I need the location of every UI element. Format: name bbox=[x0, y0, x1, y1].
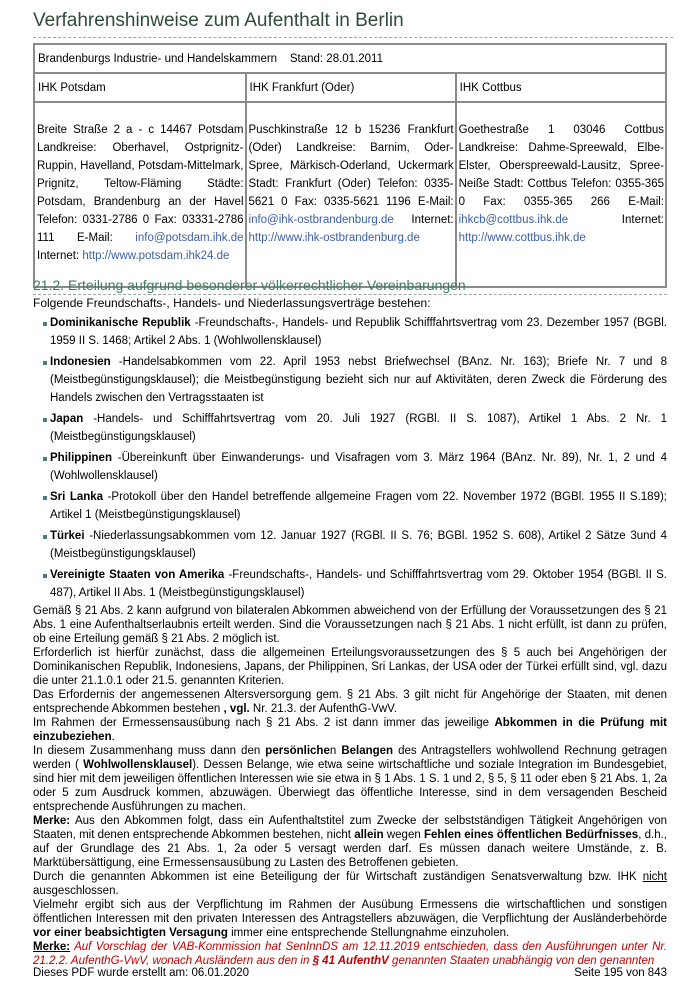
treaty-list bbox=[44, 314, 667, 605]
text-run: Vielmehr ergibt sich aus der Verpflichtung im Rahmen der Ausübung Ermessens die wirtschaftlichen und sonstigen öffentlichen Interessen mit den privaten Interessen des Antragstellers abzuwägen, die Verpflichtung der Ausländerbehörde bbox=[33, 899, 667, 925]
list-item bbox=[44, 353, 667, 407]
email-link[interactable]: info@potsdam.ihk.de bbox=[135, 232, 244, 244]
text-run: Durch die genannten Abkommen ist eine Beteiligung der für Wirtschaft zuständigen Senatsverwaltung bzw. IHK bbox=[33, 871, 643, 883]
text-run-bold: Fehlen eines öffentlichen Bedürfnisses bbox=[423, 829, 639, 841]
paragraph: Gemäß § 21 Abs. 2 kann aufgrund von bilateralen Abkommen abweichend von der Erfüllung der Voraussetzungen des § 21 Abs. 1 eine Aufenthaltserlaubnis erteilt werden. Sind die Voraussetzungen nach § 21 Abs. 1 nicht erfüllt, ist dann zu prüfen, ob eine Erteilung gemäß § 21 Abs. 2 möglich ist. bbox=[33, 605, 667, 645]
text-run-underlined: nicht bbox=[642, 871, 667, 883]
paragraph bbox=[33, 898, 667, 940]
treaty-text: -Handelsabkommen vom 22. April 1953 nebst Briefwechsel (BAnz. Nr. 163); Briefe Nr. 7 und 8 (Meistbegünstigungsklausel); die Meistbegünstigung bezieht sich nur auf Aktivitäten, deren Zweck die Förderung des Handels zwischen den Vertragsstaaten ist bbox=[50, 356, 667, 404]
table-caption: Brandenburgs Industrie- und Handelskammern Stand: 28.01.2011 bbox=[34, 44, 666, 73]
text-run: ). Dessen Belange, wie etwa seine wirtschaftliche und soziale Integration im Bundesgebiet, sind hier mit dem jeweiligen öffentlichen Interessen wie sie etwa in § 1 Abs. 1 S. 1 und 2, § 5, § 11 oder eben § 21 Abs. 1, 2a oder 5 zum Ausdruck kommen, abzuwägen. Überwiegt das öffentliche Interesse, sind in dem versagenden Bescheid entsprechende Ausführungen zu machen. bbox=[33, 759, 667, 813]
list-item bbox=[44, 314, 667, 350]
paragraph: Erforderlich ist hierfür zunächst, dass die allgemeinen Erteilungsvoraussetzungen des § 5 auch bei Angehörigen der Dominikanischen Republik, Indonesiens, Japans, der Philippinen, Sri Lankas, der USA oder der Türkei erfüllt sind, vgl. dazu die unter 21.1.0.1 oder 21.5. genannten Kriterien. bbox=[33, 647, 667, 687]
internet-label: Internet: bbox=[568, 214, 664, 226]
email-link[interactable]: info@ihk-ostbrandenburg.de bbox=[248, 214, 394, 226]
list-item bbox=[44, 449, 667, 485]
text-run-bold: persönliche bbox=[265, 745, 330, 757]
country-name: Vereinigte Staaten von Amerika bbox=[50, 569, 225, 581]
text-run: Das Erfordernis der angemessenen Altersversorgung gem. § 21 Abs. 3 gilt nicht für Angehörige der Staaten, mit denen entsprechende Abkommen bestehen bbox=[33, 689, 667, 715]
treaty-text: -Übereinkunft über Einwanderungs- und Visafragen vom 3. März 1964 (BAnz. Nr. 89), Nr. 1, 2 und 4 (Wohlwollensklausel) bbox=[50, 452, 667, 482]
treaty-text: -Niederlassungsabkommen vom 12. Januar 1927 (RGBl. II S. 76; BGBl. 1952 S. 608), Artikel 2 Sätze 3und 4 (Meistbegünstigungsklausel) bbox=[50, 530, 667, 560]
text-run-bold: vor einer beabsichtigten Versagung bbox=[33, 927, 228, 939]
body-text bbox=[33, 604, 667, 968]
text-run: Aus den Abkommen folgt, dass ein Aufenthaltstitel zum Zwecke der selbstständigen Tätigkeit Angehörigen von Staaten, mit denen entsprechende Abkommen bestehen, nicht bbox=[33, 815, 667, 841]
section-title: 21.2. Erteilung aufgrund besonderer völkerrechtlicher Vereinbarungen bbox=[33, 277, 667, 295]
internet-label: Internet: bbox=[37, 250, 83, 262]
text-run: wegen bbox=[383, 829, 424, 841]
list-item bbox=[44, 488, 667, 524]
column-header-potsdam: IHK Potsdam bbox=[34, 73, 246, 102]
country-name: Japan bbox=[50, 413, 84, 425]
address-text: Breite Straße 2 a - c 14467 Potsdam Landkreise: Oberhavel, Ostprignitz-Ruppin, Havelland, Potsdam-Mittelmark, Prignitz, Teltow-Fläming Städte: Potsdam, Brandenburg an der Havel Telefon: 0331-2786 0 Fax: 03331-2786 111 E-Mail: bbox=[37, 124, 244, 244]
website-link[interactable]: http://www.ihk-ostbrandenburg.de bbox=[248, 232, 420, 244]
website-link[interactable]: http://www.cottbus.ihk.de bbox=[458, 232, 586, 244]
text-run: ausgeschlossen. bbox=[33, 885, 119, 897]
text-run: Nr. 21.3. der AufenthG-VwV. bbox=[249, 703, 397, 715]
cell-frankfurt bbox=[246, 102, 456, 287]
ihk-table bbox=[33, 43, 667, 288]
paragraph bbox=[33, 870, 667, 898]
treaty-text: -Freundschafts-, Handels- und Schifffahrtsvertrag vom 29. Oktober 1954 (BGBl. II S. 487), Artikel II Abs. 1 (Meistbegünstigungsklausel) bbox=[50, 569, 667, 599]
country-name: Türkei bbox=[50, 530, 85, 542]
text-run: . bbox=[111, 731, 115, 743]
cell-cottbus bbox=[456, 102, 666, 287]
treaty-text: -Handels- und Schifffahrtsvertrag vom 20. Juli 1927 (RGBl. II S. 1087), Artikel 1 Abs. 2 Nr. 1 (Meistbegünstigungsklausel) bbox=[50, 413, 667, 443]
text-run-bold: Belangen bbox=[341, 745, 394, 757]
text-run-bold: Merke: bbox=[33, 815, 71, 827]
paragraph bbox=[33, 940, 667, 968]
footer-page-number: Seite 195 von 843 bbox=[574, 967, 667, 979]
text-run-bold: Wohlwollensklausel bbox=[83, 759, 193, 771]
list-item bbox=[44, 566, 667, 602]
text-run-bold: Abkommen in die Prüfung mit einzubeziehen bbox=[33, 717, 668, 743]
paragraph bbox=[33, 716, 667, 744]
footer-created: Dieses PDF wurde erstellt am: 06.01.2020 bbox=[33, 967, 250, 979]
country-name: Philippinen bbox=[50, 452, 112, 464]
text-run: In diesem Zusammenhang muss dann den bbox=[33, 745, 266, 757]
text-run: Im Rahmen der Ermessensausübung nach § 21 Abs. 2 ist dann immer das jeweilige bbox=[33, 717, 495, 729]
text-run-red: Auf Vorschlag der VAB-Kommission hat SenInnDS am 12.11.2019 entschieden, dass den Ausführungen unter Nr. 21.2.2. AufenthG-VwV, wonach Ausländern aus den in bbox=[33, 941, 667, 967]
country-name: Sri Lanka bbox=[50, 491, 104, 503]
list-item bbox=[44, 410, 667, 446]
treaty-text: -Freundschafts-, Handels- und Republik Schifffahrtsvertrag vom 23. Dezember 1957 (BGBl. 1959 II S. 1468; Artikel 2 Abs. 1 (Wohlwollensklausel) bbox=[50, 317, 667, 347]
text-run-bold: , vgl. bbox=[223, 703, 250, 715]
paragraph bbox=[33, 688, 667, 716]
treaty-text: -Protokoll über den Handel betreffende allgemeine Fragen vom 22. November 1972 (BGBl. 1955 II S.189); Artikel 1 (Meistbegünstigungsklausel) bbox=[50, 491, 667, 521]
text-run-bold-underlined: Merke: bbox=[33, 941, 71, 953]
paragraph bbox=[33, 814, 667, 870]
column-header-frankfurt: IHK Frankfurt (Oder) bbox=[246, 73, 456, 102]
cell-potsdam bbox=[34, 102, 246, 287]
text-run: immer eine entsprechende Stellungnahme einzuholen. bbox=[227, 927, 510, 939]
website-link[interactable]: http://www.potsdam.ihk24.de bbox=[82, 250, 230, 262]
paragraph bbox=[33, 744, 667, 814]
text-run-red: genannten Staaten unabhängig von den genannten bbox=[388, 955, 655, 967]
country-name: Indonesien bbox=[50, 356, 111, 368]
text-run: n bbox=[329, 745, 342, 757]
list-item bbox=[44, 527, 667, 563]
country-name: Dominikanische Republik bbox=[50, 317, 191, 329]
text-run: , d.h., auf der Grundlage des 21 Abs. 1, 2a oder 5 versagt werden darf. Es müssen danach weitere Umstände, z. B. Marktübersättigung, eine Ermessensausübung zu Lasten des Betroffenen gebieten. bbox=[33, 829, 667, 869]
email-link[interactable]: ihkcb@cottbus.ihk.de bbox=[458, 214, 569, 226]
address-text: Goethestraße 1 03046 Cottbus Landkreise: Dahme-Spreewald, Elbe-Elster, Oberspreewald-Lausitz, Spree-Neiße Stadt: Cottbus Telefon: 0355-365 0 Fax: 0355-365 266 E-Mail: bbox=[458, 124, 664, 208]
address-text: Puschkinstraße 12 b 15236 Frankfurt (Oder) Landkreise: Barnim, Oder-Spree, Märkisch-Oderland, Uckermark Stadt: Frankfurt (Oder) Telefon: 0335-5621 0 Fax: 0335-5621 1196 E-Mail: bbox=[248, 124, 454, 208]
text-run-red-bold: § 41 AufenthV bbox=[312, 955, 389, 967]
page-title: Verfahrenshinweise zum Aufenthalt in Berlin bbox=[33, 10, 673, 38]
intro-text: Folgende Freundschafts-, Handels- und Niederlassungsverträge bestehen: bbox=[33, 296, 431, 310]
internet-label: Internet: bbox=[393, 214, 454, 226]
text-run-bold: allein bbox=[354, 829, 384, 841]
text-run: des Antragstellers wohlwollend Rechnung getragen werden ( bbox=[33, 745, 668, 771]
column-header-cottbus: IHK Cottbus bbox=[456, 73, 666, 102]
